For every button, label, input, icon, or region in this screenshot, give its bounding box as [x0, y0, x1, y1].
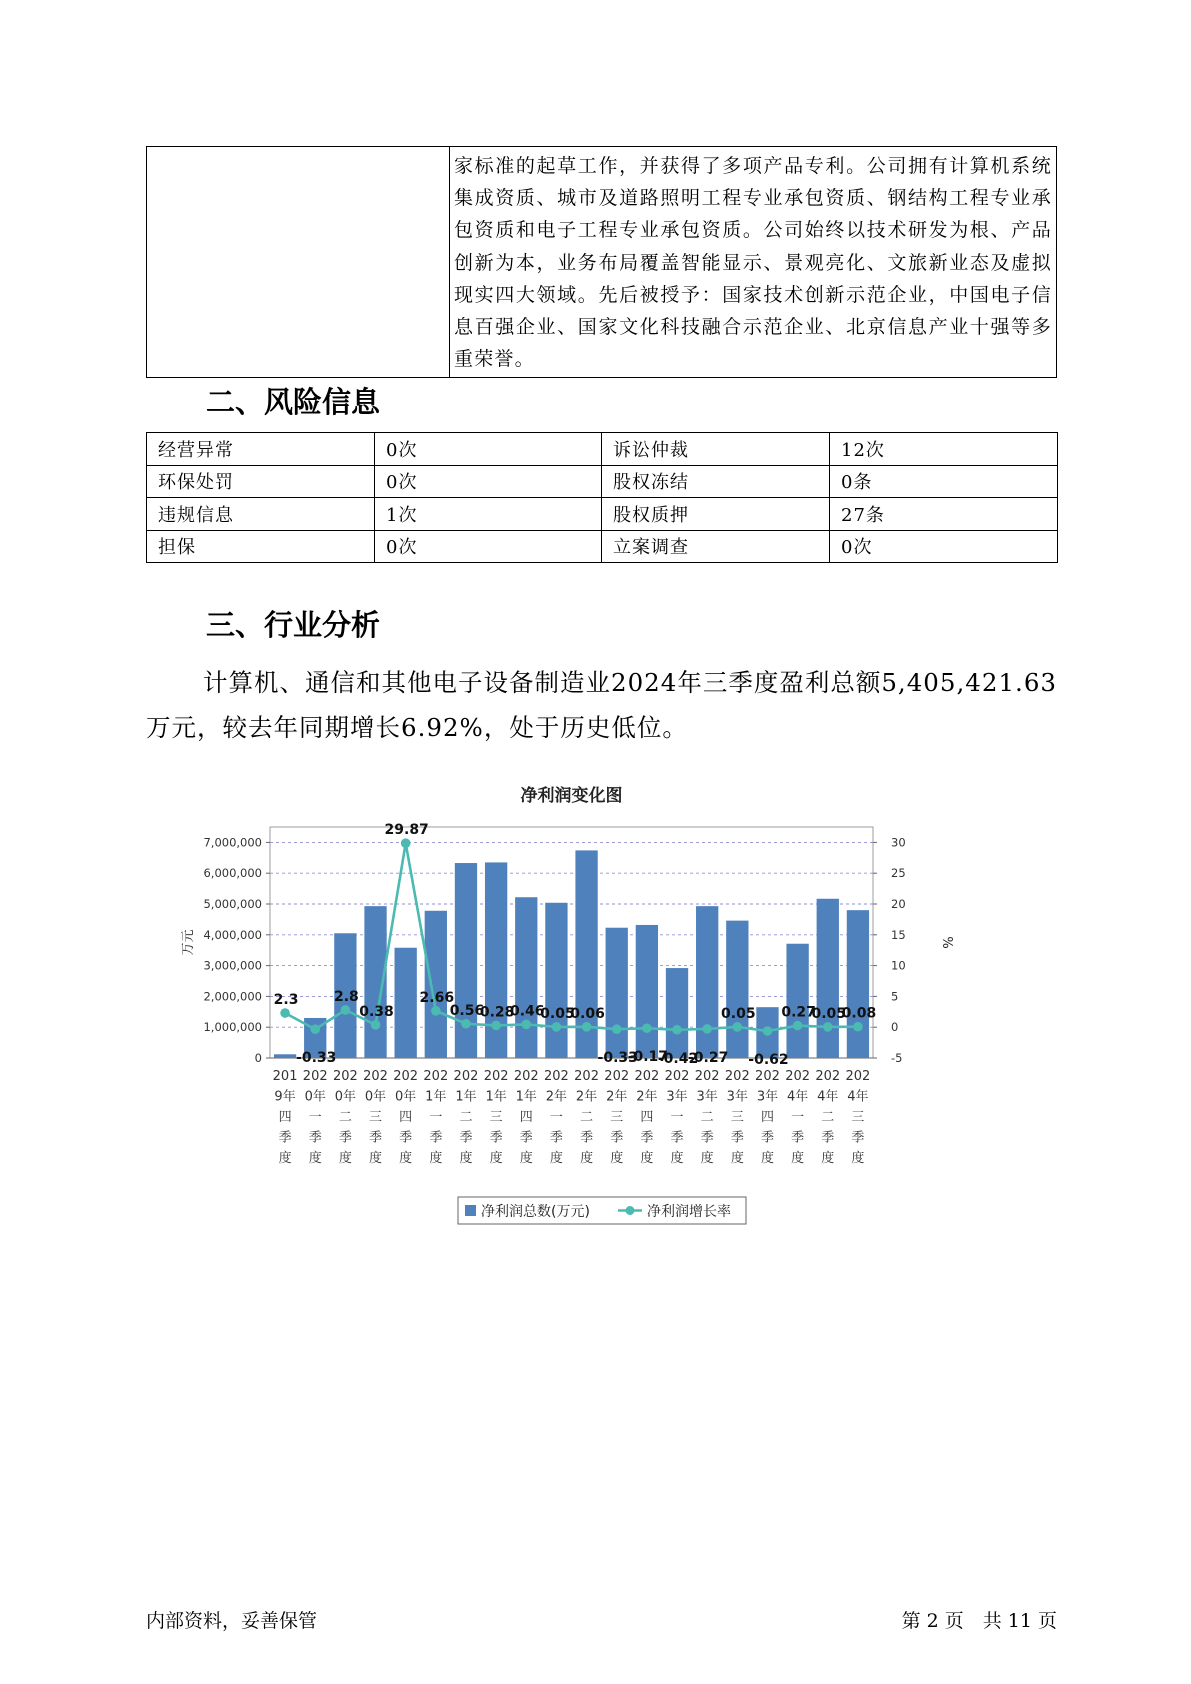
bar [847, 910, 869, 1058]
industry-paragraph-text: 计算机、通信和其他电子设备制造业2024年三季度盈利总额5,405,421.63万元，较去年同期增长6.92%，处于历史低位。 [146, 668, 1058, 742]
growth-point-label: 29.87 [384, 822, 429, 839]
x-tick-label: 202 0年一季度 [302, 1069, 328, 1166]
net-profit-chart [175, 780, 965, 1240]
industry-heading: 三、行业分析 [206, 608, 381, 642]
growth-point [823, 1022, 833, 1032]
x-tick-label: 202 3年二季度 [694, 1069, 720, 1166]
bar [274, 1054, 296, 1058]
y2-tick-label: 15 [891, 927, 906, 942]
risk-value: 0次 [830, 530, 1058, 563]
intro-text: 家标准的起草工作，并获得了多项产品专利。公司拥有计算机系统集成资质、城市及道路照明工程专业承包资质、钢结构工程专业承包资质和电子工程专业承包资质。公司始终以技术研发为根、产品创新为本，业务布局覆盖智能显示、景观亮化、文旅新业态及虚拟现实四大领域。先后被授予：国家技术创新示范企业，中国电子信息百强企业、国家文化科技融合示范企业、北京信息产业十强等多重荣誉。 [454, 155, 1052, 371]
growth-point [521, 1020, 531, 1030]
company-intro-table [146, 146, 1057, 378]
risk-label: 环保处罚 [147, 465, 375, 498]
risk-value: 0次 [375, 465, 602, 498]
y-tick-label: 2,000,000 [203, 989, 262, 1004]
y-tick-label: 5,000,000 [203, 897, 262, 911]
growth-point-label: 2.3 [273, 992, 299, 1009]
legend-bar-label: 净利润总数(万元) [481, 1204, 590, 1220]
growth-point-label: 2.66 [419, 989, 455, 1006]
risk-value: 1次 [375, 498, 602, 531]
growth-point [371, 1020, 381, 1030]
net-profit-chart-svg [175, 780, 965, 1240]
x-tick-label: 202 2年一季度 [544, 1069, 569, 1166]
y-tick-label: 4,000,000 [203, 927, 262, 942]
growth-point-label: -0.33 [597, 1050, 638, 1067]
bar [545, 903, 567, 1058]
growth-point [401, 838, 411, 848]
growth-point-label: -0.27 [687, 1049, 729, 1066]
y-tick-label: 6,000,000 [203, 866, 262, 881]
bar [515, 897, 537, 1058]
legend-bar-swatch [465, 1205, 476, 1216]
x-tick-label: 201 9年四季度 [272, 1069, 298, 1166]
y2-tick-label: 5 [891, 989, 899, 1004]
y-tick-label: 3,000,000 [203, 958, 262, 973]
legend-line-marker [626, 1206, 635, 1215]
growth-point-label: 0.05 [721, 1005, 756, 1022]
bar [726, 921, 748, 1058]
risk-row [147, 530, 1058, 563]
growth-point [853, 1022, 863, 1032]
risk-label: 担保 [147, 530, 375, 563]
y2-tick-label: 20 [891, 897, 906, 911]
chart-title: 净利润变化图 [520, 786, 623, 806]
bar [636, 925, 658, 1058]
bar [425, 911, 447, 1058]
growth-point-label: -0.62 [748, 1052, 789, 1069]
risk-value: 0次 [375, 530, 602, 563]
x-tick-label: 202 3年三季度 [724, 1069, 750, 1166]
industry-paragraph [146, 660, 1061, 750]
risk-label: 股权质押 [602, 498, 830, 531]
x-tick-label: 202 0年二季度 [332, 1069, 358, 1166]
x-tick-label: 202 4年三季度 [845, 1069, 871, 1166]
growth-point [642, 1023, 652, 1033]
plot-area [270, 827, 873, 1058]
growth-point-label: 0.46 [510, 1003, 545, 1020]
growth-point-label: 0.08 [841, 1005, 877, 1022]
bar [395, 948, 417, 1058]
y-axis-label: 万元 [181, 929, 196, 956]
bar [606, 928, 628, 1058]
y2-tick-label: 30 [891, 835, 906, 850]
growth-point [461, 1019, 471, 1029]
growth-point [552, 1022, 562, 1032]
growth-point [431, 1006, 441, 1016]
y-tick-label: 1,000,000 [203, 1020, 262, 1035]
y2-tick-label: 10 [891, 958, 906, 973]
growth-point [793, 1021, 803, 1031]
growth-point [733, 1022, 743, 1032]
growth-point-label: 0.38 [359, 1003, 394, 1020]
x-tick-label: 202 1年二季度 [453, 1069, 479, 1166]
risk-label: 诉讼仲裁 [602, 433, 830, 466]
growth-point-label: -0.33 [296, 1050, 337, 1067]
y2-tick-label: -5 [891, 1051, 903, 1065]
footer-confidential: 内部资料，妥善保管 [146, 1610, 318, 1632]
x-tick-label: 202 2年二季度 [574, 1069, 599, 1166]
x-tick-label: 202 3年一季度 [664, 1069, 690, 1166]
growth-point [672, 1025, 682, 1035]
growth-point [582, 1022, 592, 1032]
x-tick-label: 202 4年二季度 [815, 1069, 841, 1166]
growth-point-label: -0.17 [627, 1049, 669, 1066]
y-tick-label: 7,000,000 [203, 835, 262, 850]
risk-table [146, 432, 1058, 563]
growth-point [702, 1024, 712, 1034]
growth-point [341, 1005, 351, 1015]
bar [455, 863, 477, 1058]
growth-point [310, 1024, 320, 1034]
risk-value: 0条 [830, 465, 1058, 498]
x-tick-label: 202 0年三季度 [363, 1069, 388, 1166]
growth-point [763, 1026, 773, 1036]
intro-label-cell [147, 147, 450, 378]
risk-value: 0次 [375, 433, 602, 466]
growth-point [280, 1008, 290, 1018]
x-tick-label: 202 2年四季度 [634, 1069, 660, 1166]
y-tick-label: 0 [254, 1051, 262, 1065]
growth-point-label: 0.56 [449, 1002, 485, 1019]
risk-row [147, 465, 1058, 498]
risk-label: 经营异常 [147, 433, 375, 466]
bar [696, 906, 718, 1058]
intro-text-cell [450, 147, 1057, 378]
y2-tick-label: 0 [891, 1020, 899, 1035]
risk-value: 12次 [830, 433, 1058, 466]
risk-value: 27条 [830, 498, 1058, 531]
growth-point-label: 2.8 [333, 988, 359, 1005]
growth-point-label: 0.06 [570, 1005, 605, 1022]
x-tick-label: 202 1年三季度 [483, 1069, 509, 1166]
legend-line-label: 净利润增长率 [647, 1204, 731, 1220]
risk-label: 违规信息 [147, 498, 375, 531]
x-tick-label: 202 0年四季度 [393, 1069, 419, 1166]
growth-point-label: 0.27 [781, 1004, 816, 1021]
bar [666, 968, 688, 1058]
growth-point-label: 0.05 [540, 1005, 575, 1022]
growth-point-label: 0.28 [479, 1004, 515, 1021]
bar [817, 899, 839, 1058]
growth-point-label: -0.42 [657, 1050, 699, 1067]
bar [786, 944, 808, 1058]
y2-axis-label: % [939, 936, 954, 949]
risk-label: 股权冻结 [602, 465, 830, 498]
x-tick-label: 202 4年一季度 [785, 1069, 811, 1166]
growth-point [491, 1021, 501, 1031]
risk-row [147, 498, 1058, 531]
x-tick-label: 202 3年四季度 [755, 1069, 780, 1166]
risk-label: 立案调查 [602, 530, 830, 563]
footer-page-number: 第 2 页 共 11 页 [901, 1610, 1057, 1632]
y2-tick-label: 25 [891, 866, 906, 881]
growth-point [612, 1024, 622, 1034]
x-tick-label: 202 1年一季度 [423, 1069, 449, 1166]
risk-heading: 二、风险信息 [206, 385, 381, 419]
risk-row [147, 433, 1058, 466]
x-tick-label: 202 2年三季度 [604, 1069, 630, 1166]
x-tick-label: 202 1年四季度 [513, 1069, 539, 1166]
growth-point-label: 0.05 [811, 1005, 847, 1022]
